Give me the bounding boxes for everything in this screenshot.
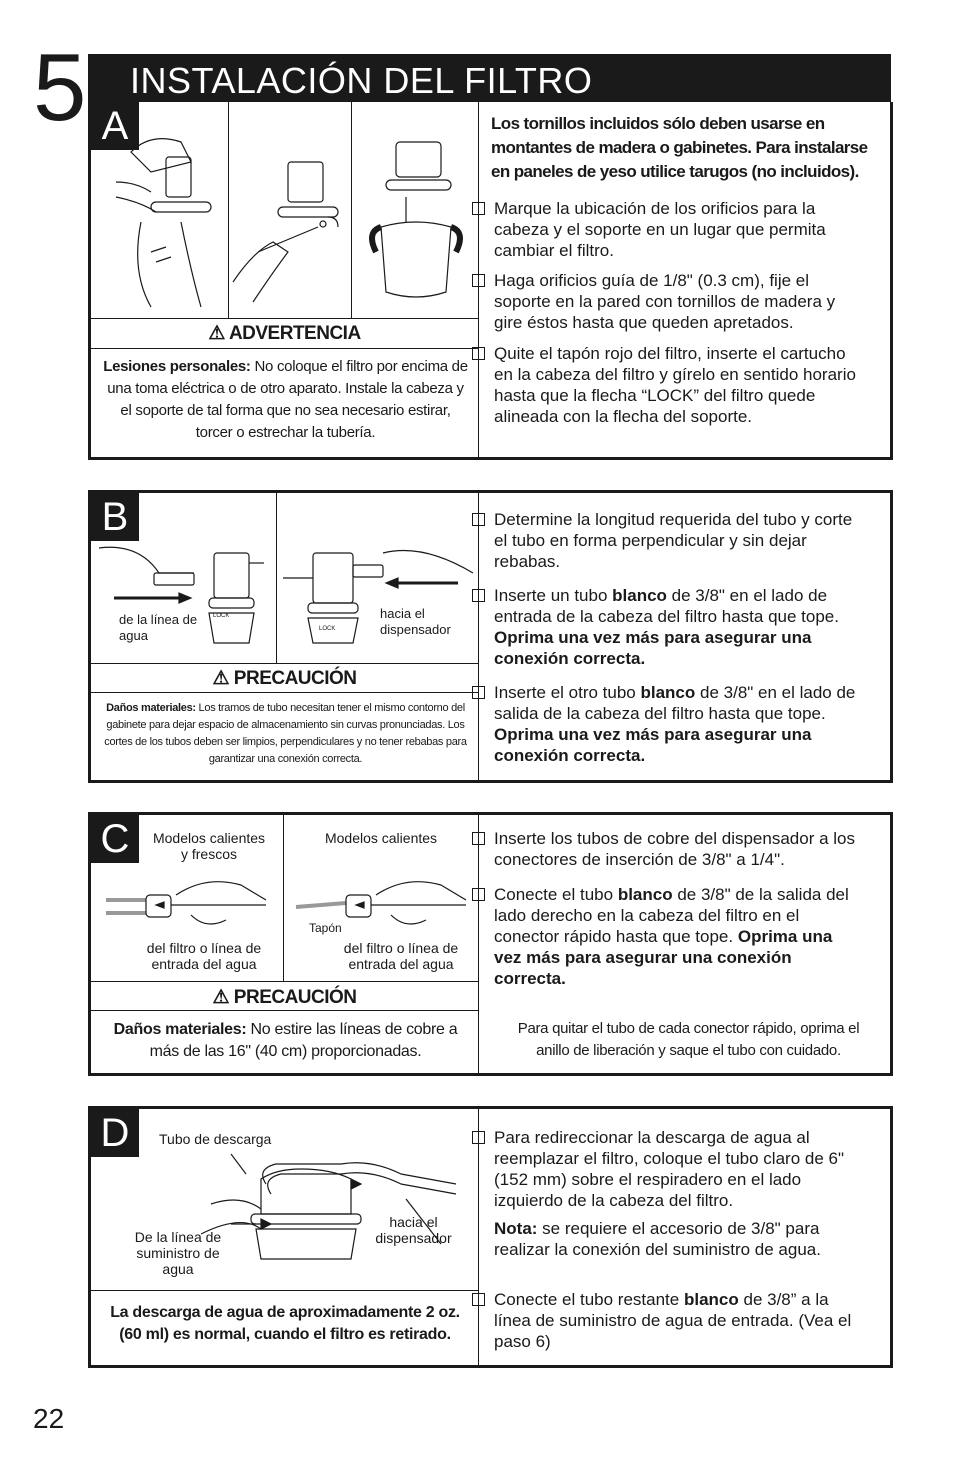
section-c-panel	[88, 812, 893, 1076]
checkbox[interactable]	[472, 888, 485, 901]
section-d-item-1: Para redireccionar la descarga de agua al reemplazar el filtro, coloque el tubo claro de 6" (152 mm) sobre el respiradero en el lado izquierdo de la cabeza del filtro.	[494, 1127, 864, 1211]
section-letter-c: C	[91, 815, 139, 863]
label-hot-models: Modelos calientes	[324, 830, 438, 846]
checkbox[interactable]	[472, 202, 485, 215]
section-letter-b: B	[91, 493, 139, 541]
warning-icon: ⚠	[212, 668, 230, 689]
section-b-item-1: Determine la longitud requerida del tubo y corte el tubo en forma perpendicular y sin dejar rebabas.	[494, 509, 864, 572]
warning-bold: Lesiones personales:	[103, 358, 251, 375]
label-from-water-line: de la línea de agua	[119, 612, 198, 643]
section-d-panel	[88, 1106, 893, 1368]
warning-body	[103, 356, 468, 444]
illustration-a1	[111, 122, 221, 312]
caution-heading	[91, 986, 478, 1009]
checkbox[interactable]	[472, 1293, 485, 1306]
section-b-panel	[88, 490, 893, 783]
caution-text: Los tramos de tubo necesitan tener el mismo contorno del gabinete para dejar espacio de almacenamiento sin curvas pronunciadas. Los cortes de los tubos deben ser limpios, perpendiculares y no tener rebabas para garantizar una conexión correcta.	[104, 702, 467, 765]
label-tapon: Tapón	[309, 921, 342, 935]
warning-icon: ⚠	[212, 987, 230, 1008]
warning-text: No coloque el filtro por encima de una toma eléctrica o de otro aparato. Instale la cabeza y el soporte de tal forma que no sea necesario estirar, torcer o estrechar la tubería.	[107, 358, 468, 441]
label-from-supply-line: De la línea de suministro de agua	[134, 1229, 222, 1277]
warning-icon: ⚠	[208, 323, 225, 344]
illustration-c1	[106, 875, 276, 935]
checkbox[interactable]	[472, 832, 485, 845]
label-to-dispenser: hacia el dispensador	[375, 1214, 452, 1246]
section-c-note: Para quitar el tubo de cada conector rápido, oprima el anillo de liberación y saque el tubo con cuidado.	[517, 1020, 860, 1059]
label-filter-inlet-right: del filtro o línea de entrada del agua	[343, 940, 459, 972]
checkbox[interactable]	[472, 274, 485, 287]
section-b-item-3: Inserte el otro tubo blanco de 3/8" en el lado de salida de la cabeza del filtro hasta que tope. Oprima una vez más para asegurar una conexión correcta.	[494, 682, 864, 766]
section-a-item-1: Marque la ubicación de los orificios para la cabeza y el soporte en un lugar que permita cambiar el filtro.	[494, 198, 864, 261]
illustration-a3	[361, 132, 471, 312]
label-discharge-tube: Tubo de descarga	[159, 1131, 272, 1147]
warning-heading	[91, 322, 478, 345]
section-d-bottom-note: La descarga de agua de aproximadamente 2 oz. (60 ml) es normal, cuando el filtro es retirado.	[110, 1304, 460, 1343]
section-letter-a: A	[91, 102, 139, 150]
section-a-item-2: Haga orificios guía de 1/8" (0.3 cm), fije el soporte en la pared con tornillos de madera y gire éstos hasta que queden apretados.	[494, 270, 864, 333]
section-c-item-2: Conecte el tubo blanco de 3/8" de la salida del lado derecho en la cabeza del filtro en el conector rápido hasta que tope. Oprima una vez más para asegurar una conexión correcta.	[494, 884, 864, 989]
warning-title: ADVERTENCIA	[228, 323, 361, 344]
section-c-item-1: Inserte los tubos de cobre del dispensador a los conectores de inserción de 3/8" a 1/4".	[494, 828, 869, 870]
label-to-dispenser: hacia el dispensador	[380, 606, 451, 637]
checkbox[interactable]	[472, 347, 485, 360]
label-hot-cool-models: Modelos calientes y frescos	[152, 830, 266, 862]
checkbox[interactable]	[472, 686, 485, 699]
caution-heading	[91, 667, 478, 690]
caution-bold: Daños materiales:	[106, 702, 196, 714]
caution-title: PRECAUCIÓN	[233, 987, 357, 1008]
section-d-nota: Nota: se requiere el accesorio de 3/8" para realizar la conexión del suministro de agua.	[494, 1219, 821, 1259]
section-a-panel	[88, 102, 893, 460]
caution-bold: Daños materiales:	[113, 1021, 247, 1038]
illustration-a2	[233, 152, 348, 312]
caution-text: No estire las líneas de cobre a más de las 16" (40 cm) proporcionadas.	[149, 1021, 458, 1060]
section-letter-d: D	[91, 1109, 139, 1157]
page-title: INSTALACIÓN DEL FILTRO	[130, 60, 593, 101]
section-b-item-2: Inserte un tubo blanco de 3/8" en el lado de entrada de la cabeza del filtro hasta que tope. Oprima una vez más para asegurar una conexión correcta.	[494, 585, 864, 669]
page-number: 22	[33, 1403, 65, 1434]
caution-body	[103, 1019, 468, 1063]
caution-title: PRECAUCIÓN	[233, 668, 357, 689]
label-filter-inlet-left: del filtro o línea de entrada del agua	[146, 940, 262, 972]
section-title-bar	[88, 54, 891, 102]
checkbox[interactable]	[472, 1131, 485, 1144]
checkbox[interactable]	[472, 513, 485, 526]
step-number: 5	[33, 34, 87, 141]
section-a-intro: Los tornillos incluidos sólo deben usarse en montantes de madera o gabinetes. Para instalarse en paneles de yeso utilice tarugos (no incluidos).	[491, 114, 868, 181]
lock-label-1: LOCK	[213, 613, 230, 619]
checkbox[interactable]	[472, 589, 485, 602]
section-d-item-2: Conecte el tubo restante blanco de 3/8” a la línea de suministro de agua de entrada. (Vea el paso 6)	[494, 1289, 864, 1352]
lock-label-2: LOCK	[319, 626, 336, 632]
section-a-item-3: Quite el tapón rojo del filtro, inserte el cartucho en la cabeza del filtro y gírelo en sentido horario hasta que la flecha “LOCK” del filtro quede alineada con la flecha del soporte.	[494, 343, 864, 427]
caution-body	[103, 700, 468, 768]
